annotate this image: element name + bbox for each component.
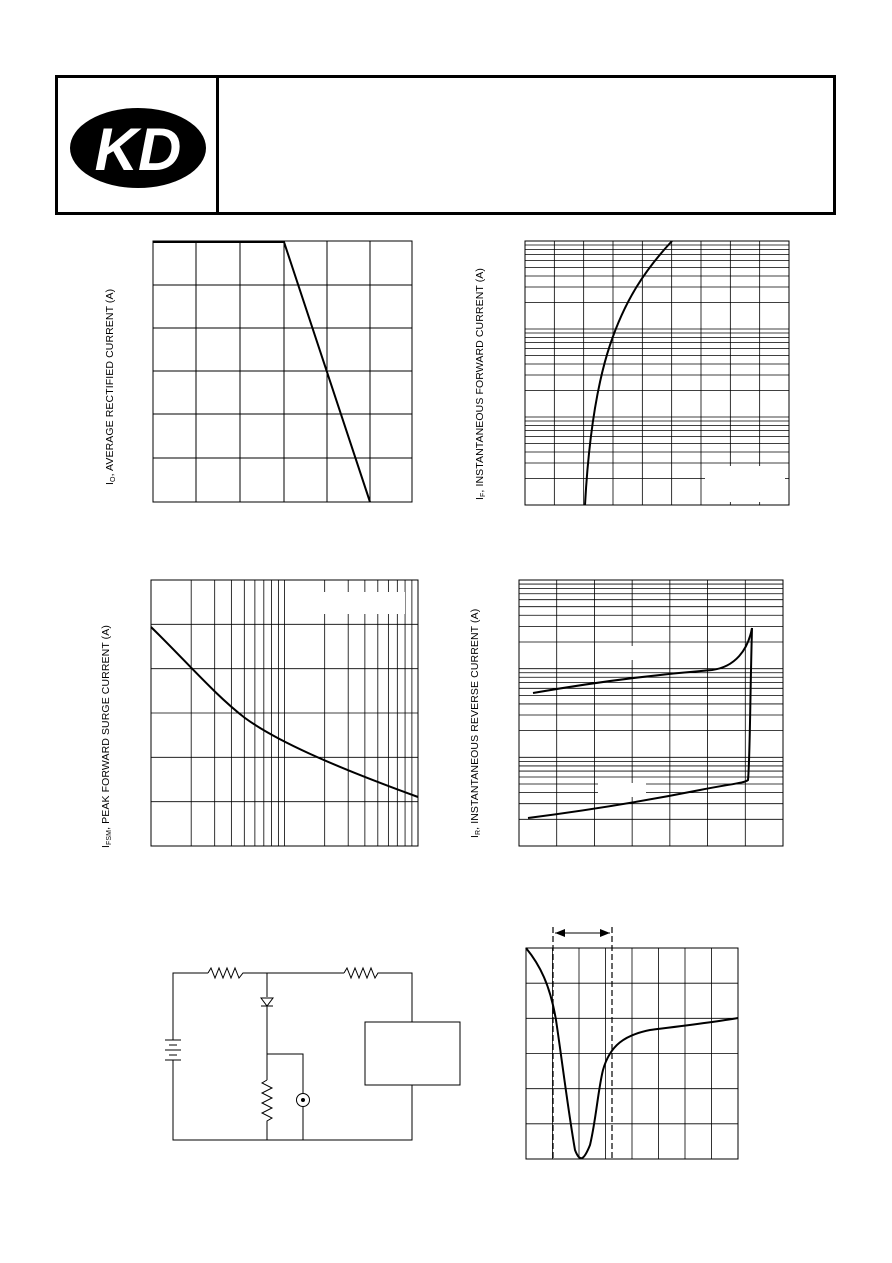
kd-logo: [58, 78, 216, 212]
logo-text: KD: [94, 116, 182, 183]
graph4-curve-low: [528, 628, 752, 818]
graph2-curve: [585, 241, 672, 505]
graph3-curve: [151, 627, 418, 797]
graph4-ylabel: $I_R$, INSTANTANEOUS REVERSE CURRENT (A): [469, 608, 482, 838]
graph1-ylabel: $I_O$, AVERAGE RECTIFIED CURRENT (A): [104, 288, 117, 485]
logo-cell: [58, 78, 219, 212]
recovery-curve: [526, 948, 738, 1158]
graph3-legend-box: [300, 592, 405, 614]
graph3-ylabel: $I_{FSM}$, PEAK FORWARD SURGE CURRENT (A): [100, 625, 113, 848]
graph1-curve: [153, 242, 370, 502]
graph4-label-box-1: [600, 646, 658, 660]
graph4-curve-high: [533, 628, 752, 693]
graph2-legend-box: [705, 466, 785, 502]
graph4-label-box-2: [598, 783, 646, 797]
header-box: [55, 75, 836, 215]
graph2-ylabel: $I_F$, INSTANTANEOUS FORWARD CURRENT (A): [474, 267, 487, 500]
